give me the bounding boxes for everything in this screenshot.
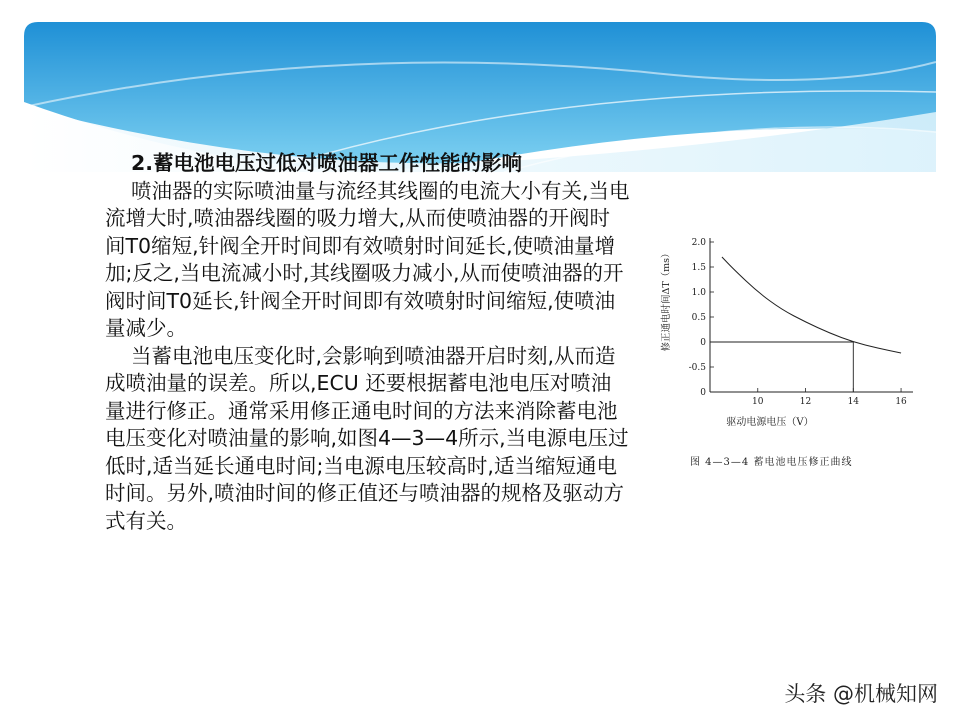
y-tick-label: 2.0 <box>691 238 706 248</box>
y-tick-label: 0 <box>700 338 706 348</box>
correction-curve <box>722 257 901 353</box>
y-tick-label: 0 <box>700 388 706 398</box>
watermark-text: 头条 @机械知网 <box>784 682 938 706</box>
x-axis-label: 驱动电源电压（V） <box>726 417 814 428</box>
section-heading: 2.蓄电池电压过低对喷油器工作性能的影响 <box>131 151 523 175</box>
x-tick-label: 14 <box>847 397 860 407</box>
x-tick-label: 16 <box>895 397 907 407</box>
x-tick-label: 12 <box>799 397 812 407</box>
y-tick-label: 0.5 <box>691 313 706 323</box>
y-axis-label: 修正通电时间ΔT（ms） <box>661 248 672 352</box>
chart-axes <box>710 238 913 392</box>
content-text <box>105 150 630 535</box>
x-tick-label: 10 <box>752 397 764 407</box>
y-tick-label: 1.0 <box>691 288 706 298</box>
paragraph-2: 当蓄电池电压变化时,会影响到喷油器开启时刻,从而造成喷油量的误差。所以,ECU 还要根据蓄电池电压对喷油量进行修正。通常采用修正通电时间的方法来消除蓄电池电压变化对喷油量的影响,如图4—3—4所示,当电源电压过低时,适当延长通电时间;当电源电压较高时,适当缩短通电时间。另外,喷油时间的修正值还与喷油器的规格及驱动方式有关。 <box>105 343 629 533</box>
y-tick-label: 1.5 <box>691 263 706 273</box>
figure-caption: 图 4—3—4 蓄电池电压修正曲线 <box>690 457 853 468</box>
y-tick-label: -0.5 <box>688 363 706 373</box>
voltage-correction-chart <box>655 230 925 475</box>
paragraph-1: 喷油器的实际喷油量与流经其线圈的电流大小有关,当电流增大时,喷油器线圈的吸力增大,从而使喷油器的开阀时间T0缩短,针阀全开时间即有效喷射时间延长,使喷油量增加;反之,当电流减小时,其线圈吸力减小,从而使喷油器的开阀时间T0延长,针阀全开时间即有效喷射时间缩短,使喷油量减少。 <box>105 178 630 340</box>
